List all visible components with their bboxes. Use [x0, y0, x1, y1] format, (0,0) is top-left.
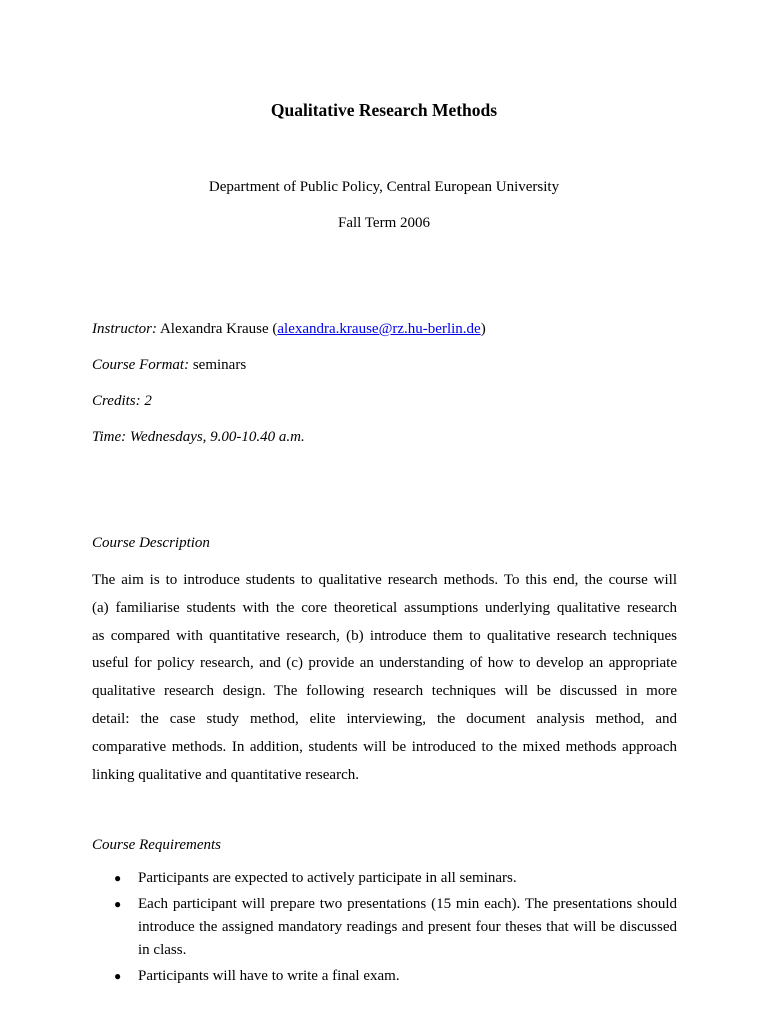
course-description-paragraph [92, 567, 677, 789]
instructor-label: Instructor: [92, 321, 157, 337]
instructor-line [92, 319, 486, 339]
bullet-icon: ● [114, 897, 122, 911]
document-title: Qualitative Research Methods [270, 100, 498, 120]
description-line: (a) familiarise students with the core theoretical assumptions underlying qualitative research [92, 599, 677, 616]
instructor-open-paren: ( [268, 321, 278, 337]
description-line: as compared with quantitative research, (b) introduce them to qualitative research techniques [92, 627, 677, 644]
requirement-item [92, 867, 677, 890]
description-line: detail: the case study method, elite interviewing, the document analysis method, and [92, 710, 677, 727]
instructor-name: Alexandra Krause [159, 321, 269, 337]
requirement-text: Participants are expected to actively participate in all seminars. [138, 870, 517, 886]
credits-line: Credits: 2 [92, 393, 152, 409]
bullet-icon: ● [114, 871, 122, 885]
description-line: linking qualitative and quantitative research. [92, 766, 359, 783]
time-line: Time: Wednesdays, 9.00-10.40 a.m. [92, 429, 305, 445]
instructor-close-paren: ) [480, 321, 486, 337]
course-format-label: Course Format: [92, 357, 190, 373]
requirement-item [92, 965, 677, 988]
department-line: Department of Public Policy, Central European University [208, 179, 560, 195]
bullet-icon: ● [114, 969, 122, 983]
course-requirements-heading: Course Requirements [92, 837, 222, 853]
course-description-heading: Course Description [92, 535, 210, 551]
description-line: qualitative research design. The following research techniques will be discussed in more [92, 683, 677, 700]
term-line: Fall Term 2006 [338, 215, 430, 231]
description-line: The aim is to introduce students to qualitative research methods. To this end, the course will [92, 572, 677, 588]
course-format-value: seminars [189, 357, 247, 373]
description-line: useful for policy research, and (c) provide an understanding of how to develop an appropriate [92, 655, 677, 672]
requirement-text: Participants will have to write a final exam. [138, 968, 400, 984]
requirement-text: Each participant will prepare two presentations (15 min each). The presentations should introduce the assigned mandatory readings and present four theses that will be discussed in class. [138, 896, 677, 958]
instructor-email-link[interactable]: alexandra.krause@rz.hu-berlin.de [277, 321, 481, 337]
course-requirements-list [92, 867, 677, 991]
course-format-line [92, 355, 246, 375]
requirement-item [92, 893, 677, 962]
description-line: comparative methods. In addition, students will be introduced to the mixed methods approach [92, 738, 677, 755]
